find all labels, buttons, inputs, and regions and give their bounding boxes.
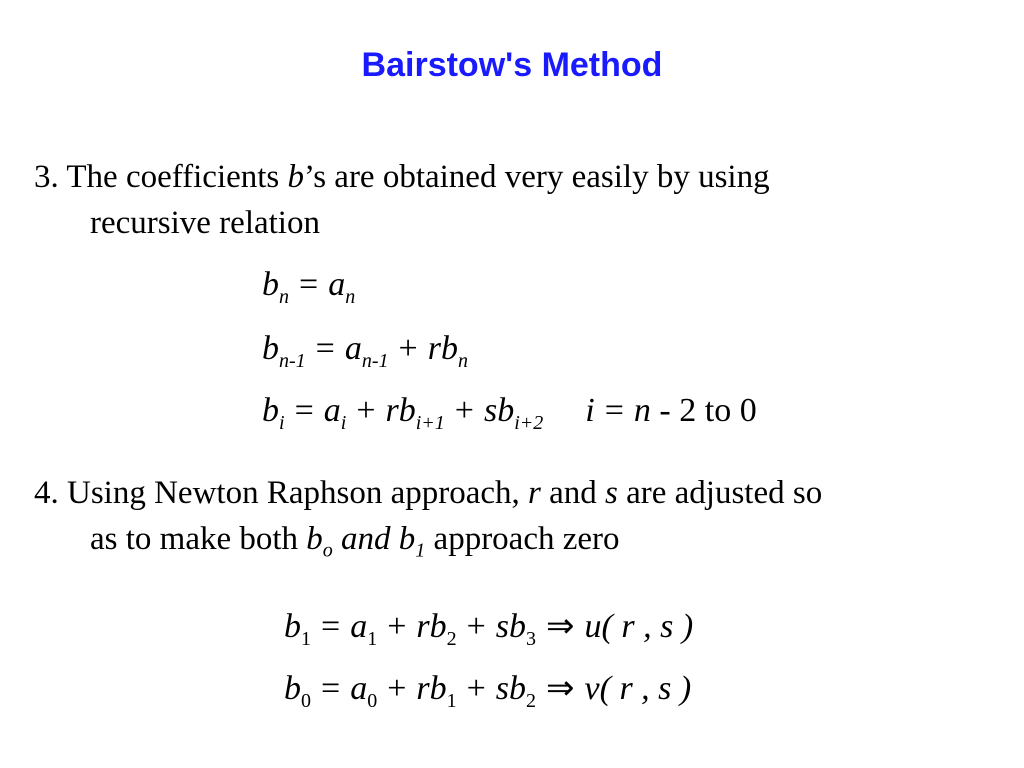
eq-bi-equals: =: [294, 392, 314, 429]
eq-bn1-a-sub: n-1: [361, 350, 389, 372]
eq-bi-range-i: i: [585, 392, 595, 429]
point-4-var-bo: b: [306, 521, 323, 557]
eq-bi-range-equals: =: [604, 392, 624, 429]
eq-bi-plus-2: +: [454, 392, 474, 429]
eq-bi-a: a: [323, 392, 341, 429]
eq-b1-lhs: b: [284, 608, 301, 645]
eq-bn-lhs-sub: n: [279, 286, 289, 308]
eq-b1-rb: rb: [416, 608, 447, 645]
point-4-var-bo-sub: o: [322, 539, 333, 562]
eq-bn1-plus: +: [398, 330, 418, 367]
point-4-line-2-b: approach zero: [425, 521, 620, 557]
eq-b1-rb-sub: 2: [446, 628, 457, 650]
eq-bi-sb-sub: i+2: [514, 412, 544, 434]
point-4-text-a: Using Newton Raphson approach,: [58, 475, 529, 511]
point-3-number: 3.: [34, 159, 59, 195]
eq-bi-rb-sub: i+1: [415, 412, 445, 434]
eq-bi-range-n: n: [633, 392, 651, 429]
eq-bi-lhs-sub: i: [279, 412, 285, 434]
eq-bn-equals: =: [299, 266, 319, 303]
eq-b0-sb-sub: 2: [526, 690, 537, 712]
eq-b1-a: a: [350, 608, 368, 645]
eq-b0-plus-1: +: [387, 670, 407, 707]
point-4-line-2-a: as to make both: [90, 521, 307, 557]
point-4-paragraph: [34, 470, 1004, 574]
eq-b1-lhs-sub: 1: [301, 628, 311, 650]
eq-b0-rb-sub: 1: [446, 690, 457, 712]
eq-bi-sb: sb: [483, 392, 515, 429]
eq-b0-lhs-sub: 0: [301, 690, 311, 712]
eq-b1-plus-1: +: [387, 608, 407, 645]
eq-b1-equals: =: [321, 608, 341, 645]
eq-bn1-rb-sub: n: [457, 350, 468, 372]
point-4-number: 4.: [34, 475, 59, 511]
eq-b0-plus-2: +: [466, 670, 486, 707]
equation-b1: [284, 606, 694, 650]
point-4-var-s: s: [605, 475, 618, 511]
eq-bn-rhs-sub: n: [345, 286, 356, 308]
eq-bn1-lhs-sub: n-1: [279, 350, 306, 372]
eq-b0-lhs: b: [284, 670, 301, 707]
point-3-line-2: recursive relation: [90, 205, 320, 241]
eq-b0-rb: rb: [416, 670, 447, 707]
eq-bi-range-rest: - 2 to 0: [659, 392, 757, 429]
point-4-line-1: [34, 470, 1004, 516]
point-4-var-b1-sub: 1: [415, 539, 426, 562]
eq-bi-a-sub: i: [340, 412, 347, 434]
eq-b1-sb: sb: [495, 608, 527, 645]
eq-b1-sb-sub: 3: [526, 628, 537, 650]
eq-bn1-equals: =: [315, 330, 335, 367]
eq-bi-lhs: b: [262, 392, 279, 429]
point-4-text-and2: and: [332, 521, 399, 557]
equation-bn: [262, 266, 356, 308]
eq-bn1-lhs: b: [262, 330, 279, 367]
equation-b0: [284, 668, 692, 712]
eq-b1-fn: u( r , s ): [584, 608, 694, 645]
equation-bi: [262, 392, 757, 434]
point-3-text-a: The coefficients: [58, 159, 288, 195]
eq-b0-sb: sb: [495, 670, 527, 707]
eq-b0-fn: v( r , s ): [584, 670, 692, 707]
eq-b0-a-sub: 0: [367, 690, 378, 712]
eq-bn-rhs: a: [328, 266, 346, 303]
eq-bn-lhs: b: [262, 266, 279, 303]
eq-bi-plus-1: +: [356, 392, 376, 429]
point-3-paragraph: [34, 154, 1004, 246]
point-4-text-and: and: [540, 475, 606, 511]
eq-b0-implies: ⇒: [546, 670, 575, 707]
point-3-var-b: b: [287, 159, 305, 195]
eq-b1-a-sub: 1: [367, 628, 378, 650]
equation-bn-1: [262, 330, 468, 372]
eq-bn1-a: a: [344, 330, 362, 367]
eq-b1-plus-2: +: [466, 608, 486, 645]
eq-b1-implies: ⇒: [546, 608, 575, 645]
point-3-line-1: [34, 154, 1004, 200]
eq-bn1-rb: rb: [427, 330, 458, 367]
eq-bi-rb: rb: [385, 392, 416, 429]
point-3-text-b: ’s are obtained very easily by using: [304, 159, 770, 195]
point-4-text-b: are adjusted so: [617, 475, 823, 511]
eq-b0-equals: =: [321, 670, 341, 707]
point-4-var-b1: b: [398, 521, 416, 557]
point-4-line-2: [34, 516, 1004, 574]
point-4-var-r: r: [528, 475, 541, 511]
eq-b0-a: a: [350, 670, 368, 707]
slide-title: Bairstow's Method: [361, 46, 663, 84]
